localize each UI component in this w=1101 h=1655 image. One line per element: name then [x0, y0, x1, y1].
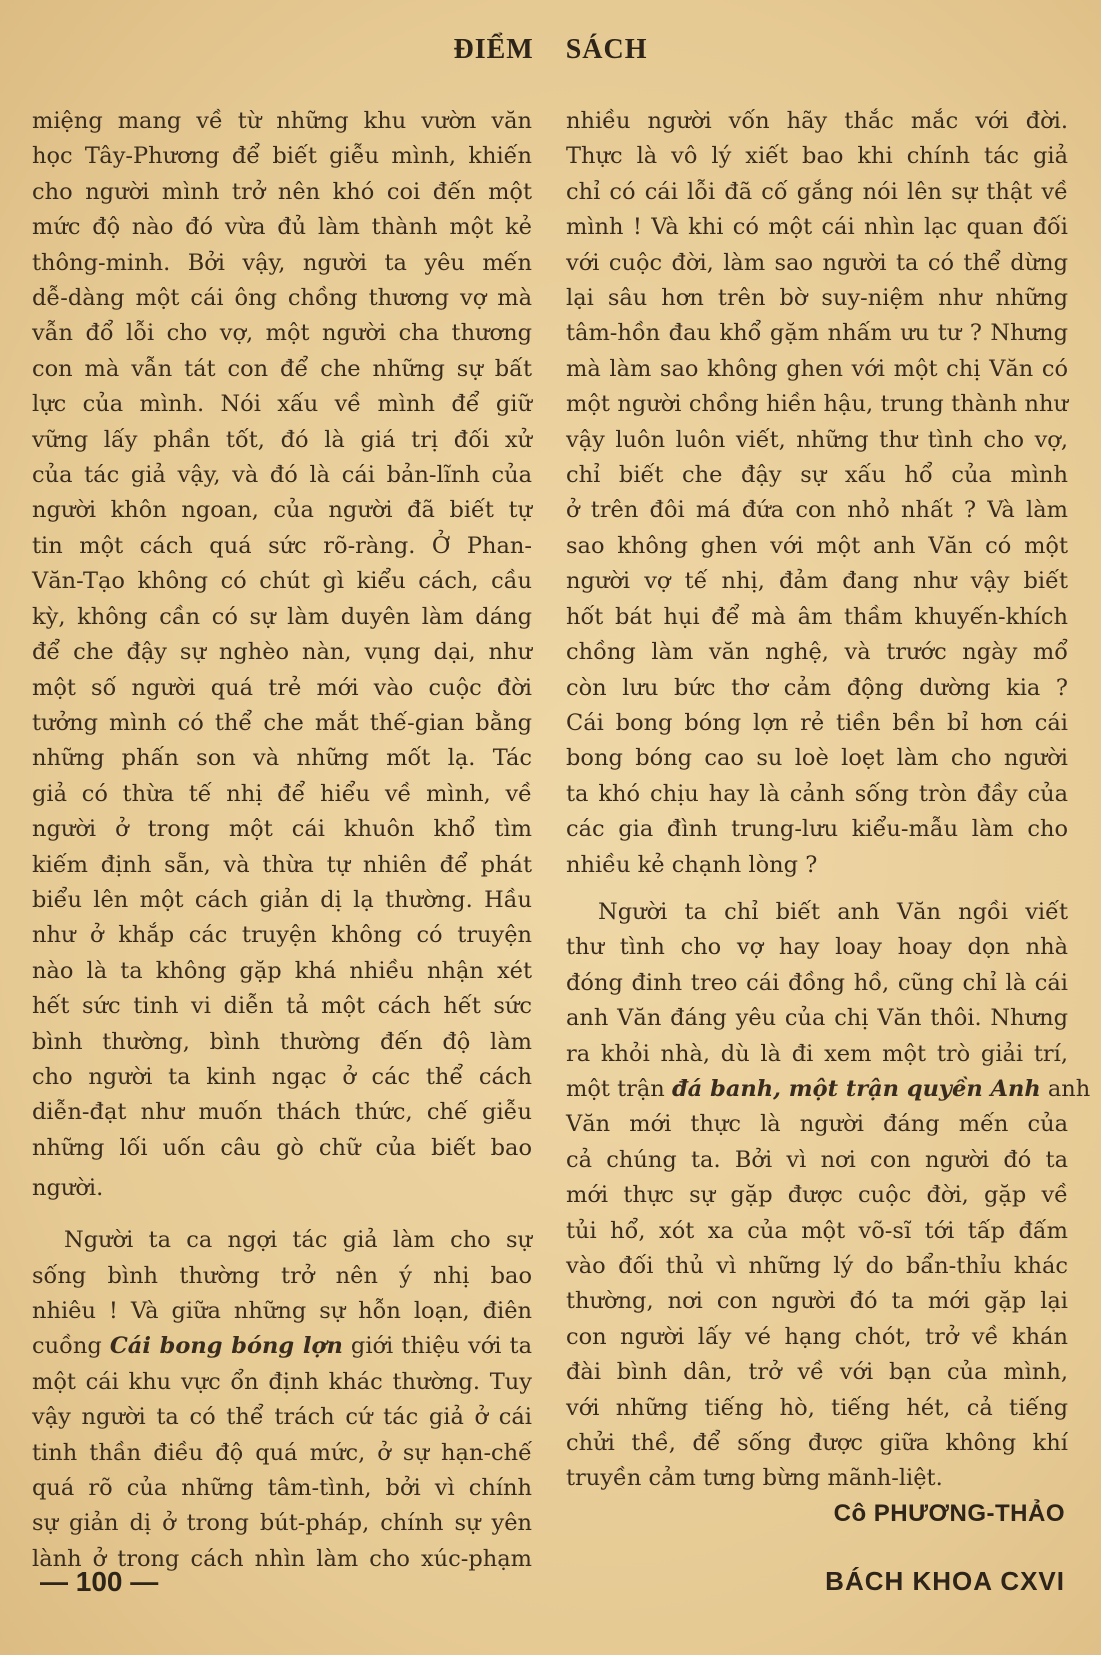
text-line: người ở trong một cái khuôn khổ tìm	[32, 816, 532, 843]
text-line: vậy luôn luôn viết, những thư tình cho vợ,	[566, 426, 1068, 453]
text-line: vẫn đổ lỗi cho vợ, một người cha thương	[32, 320, 532, 347]
text-line: chỉ biết che đậy sự xấu hổ của mình	[566, 462, 1068, 489]
text-line: các gia đình trung-lưu kiểu-mẫu làm cho	[566, 816, 1068, 843]
left-paragraph-2	[32, 1223, 532, 1577]
text-line: ở trên đôi má đứa con nhỏ nhất ? Và làm	[566, 497, 1068, 524]
text-line: lành ở trong cách nhìn làm cho xúc-phạm	[32, 1545, 532, 1572]
text-line: lực của mình. Nói xấu về mình để giữ	[32, 391, 532, 418]
text-line: những phấn son và những mốt lạ. Tác	[32, 745, 532, 772]
text-line: sao không ghen với một anh Văn có một	[566, 532, 1068, 559]
text-line: biểu lên một cách giản dị lạ thường. Hầu	[32, 886, 532, 913]
text-line: bình thường, bình thường đến độ làm	[32, 1028, 532, 1055]
text-line: mình ! Và khi có một cái nhìn lạc quan đối	[566, 214, 1068, 241]
text-line: ra khỏi nhà, dù là đi xem một trò giải trí,	[566, 1040, 1068, 1067]
text-line: Thực là vô lý xiết bao khi chính tác giả	[566, 143, 1068, 170]
text-line: ta khó chịu hay là cảnh sống tròn đầy của	[566, 780, 1068, 807]
text-line: hết sức tinh vi diễn tả một cách hết sức	[32, 993, 532, 1020]
header-title: SÁCH	[565, 34, 648, 65]
text-line: chồng làm văn nghệ, và trước ngày mổ	[566, 639, 1068, 666]
text-line: con người lấy vé hạng chót, trở về khán	[566, 1323, 1068, 1350]
text-line: vào đối thủ vì những lý do bẩn-thỉu khác	[566, 1253, 1068, 1279]
text-line: của tác giả vậy, và đó là cái bản-lĩnh của	[32, 462, 532, 489]
text-line: nào là ta không gặp khá nhiều nhận xét	[32, 957, 532, 984]
magazine-name: BÁCH KHOA CXVI	[825, 1566, 1065, 1596]
text-line: sự giản dị ở trong bút-pháp, chính sự yên	[32, 1510, 532, 1537]
text-line: lại sâu hơn trên bờ suy-niệm như những	[566, 285, 1068, 312]
text-line: một cái khu vực ổn định khác thường. Tuy	[32, 1368, 532, 1395]
text-line: Cái bong bóng lợn rẻ tiền bền bỉ hơn cái	[566, 709, 1068, 736]
text-line: kiếm định sẵn, và thừa tự nhiên để phát	[32, 851, 532, 878]
text-line: tinh thần điều độ quá mức, ở sự hạn-chế	[32, 1439, 532, 1466]
text-line: nhiêu ! Và giữa những sự hỗn loạn, điên	[32, 1298, 532, 1324]
text-line: dễ-dàng một cái ông chồng thương vợ mà	[32, 285, 532, 312]
text-line: người vợ tế nhị, đảm đang như vậy biết	[566, 568, 1068, 595]
text-line: vậy người ta có thể trách cứ tác giả ở cái	[32, 1404, 532, 1431]
text-line: hốt bát hụi để mà âm thầm khuyến-khích	[566, 603, 1068, 630]
text-line: như ở khắp các truyện không có truyện	[32, 922, 532, 949]
text-line: thư tình cho vợ hay loay hoay dọn nhà	[566, 934, 1068, 961]
text-line: tưởng mình có thể che mắt thế-gian bằng	[32, 709, 532, 736]
text-line: Người ta chỉ biết anh Văn ngồi viết	[598, 898, 1068, 925]
text-line: học Tây-Phương để biết giễu mình, khiến	[32, 143, 532, 170]
page-number: — 100 —	[40, 1566, 159, 1597]
right-paragraph-2	[566, 895, 1091, 1497]
text-line: để che đậy sự nghèo nàn, vụng dại, như	[32, 639, 532, 666]
text-line: tủi hổ, xót xa của một võ-sĩ tới tấp đấm	[566, 1217, 1068, 1244]
text-line: chửi thề, để sống được giữa không khí	[566, 1430, 1068, 1457]
text-line: tâm-hồn đau khổ gặm nhấm ưu tư ? Nhưng	[566, 320, 1068, 347]
text-line: quá rõ của những tâm-tình, bởi vì chính	[32, 1475, 532, 1502]
text-line: miệng mang về từ những khu vườn văn	[32, 108, 532, 134]
text-line: cho người ta kinh ngạc ở các thể cách	[32, 1063, 532, 1090]
text-line: cho người mình trở nên khó coi đến một	[32, 178, 532, 205]
text-line: giả có thừa tế nhị để hiểu về mình, về	[32, 780, 532, 807]
text-line: nhiều kẻ chạnh lòng ?	[566, 851, 818, 878]
text-line: diễn-đạt như muốn thách thức, chế giễu	[32, 1099, 532, 1126]
left-column	[32, 104, 532, 1577]
right-column	[566, 104, 1091, 1497]
text-line: truyền cảm tưng bừng mãnh-liệt.	[566, 1465, 943, 1492]
text-line: vững lấy phần tốt, đó là giá trị đối xử	[32, 426, 532, 453]
text-line: kỳ, không cần có sự làm duyên làm dáng	[32, 603, 532, 630]
text-line: một người chồng hiền hậu, trung thành như	[566, 391, 1068, 418]
text-line: mà làm sao không ghen với một chị Văn có	[566, 355, 1068, 382]
text-line: một số người quá trẻ mới vào cuộc đời	[32, 674, 532, 701]
text-line: Văn-Tạo không có chút gì kiểu cách, cầu	[32, 568, 532, 595]
text-line: với cuộc đời, làm sao người ta có thể dừng	[566, 249, 1068, 276]
text-line: với những tiếng hò, tiếng hét, cả tiếng	[566, 1394, 1068, 1421]
text-line: đóng đinh treo cái đồng hồ, cũng chỉ là cái	[566, 969, 1068, 996]
page-header	[0, 34, 1101, 66]
author-signature: Cô PHƯƠNG-THẢO	[833, 1500, 1065, 1527]
text-line: những lối uốn câu gò chữ của biết bao	[32, 1134, 532, 1161]
text-line: cuồng Cái bong bóng lợn giới thiệu với ta	[32, 1333, 532, 1360]
text-line: chỉ có cái lỗi đã cố gắng nói lên sự thật về	[566, 178, 1068, 205]
text-line: Người ta ca ngợi tác giả làm cho sự	[64, 1227, 532, 1254]
text-line: anh Văn đáng yêu của chị Văn thôi. Nhưng	[566, 1005, 1068, 1032]
text-line: người.	[32, 1175, 104, 1202]
text-line: cả chúng ta. Bởi vì nơi con người đó ta	[566, 1146, 1068, 1173]
text-line: tin một cách quá sức rõ-ràng. Ở Phan-	[32, 532, 532, 559]
text-line: Văn mới thực là người đáng mến của	[566, 1111, 1068, 1138]
text-line: thông-minh. Bởi vậy, người ta yêu mến	[32, 249, 532, 276]
header-section: ĐIỂM	[453, 34, 534, 65]
right-paragraph-1	[566, 104, 1068, 883]
left-paragraph-1	[32, 104, 532, 1211]
text-line: bong bóng cao su loè loẹt làm cho người	[566, 745, 1068, 772]
text-line: còn lưu bức thơ cảm động dường kia ?	[566, 674, 1068, 701]
text-line: mức độ nào đó vừa đủ làm thành một kẻ	[32, 214, 532, 241]
text-line: thường, nơi con người đó ta mới gặp lại	[566, 1288, 1068, 1315]
text-line: con mà vẫn tát con để che những sự bất	[32, 355, 532, 382]
text-line: sống bình thường trở nên ý nhị bao	[32, 1262, 532, 1289]
text-line: một trận đá banh, một trận quyền Anh anh	[566, 1075, 1091, 1102]
text-line: người khôn ngoan, của người đã biết tự	[32, 497, 532, 524]
text-line: mới thực sự gặp được cuộc đời, gặp về	[566, 1182, 1068, 1209]
text-line: đài bình dân, trở về với bạn của mình,	[566, 1359, 1068, 1386]
text-line: nhiều người vốn hãy thắc mắc với đời.	[566, 108, 1068, 134]
